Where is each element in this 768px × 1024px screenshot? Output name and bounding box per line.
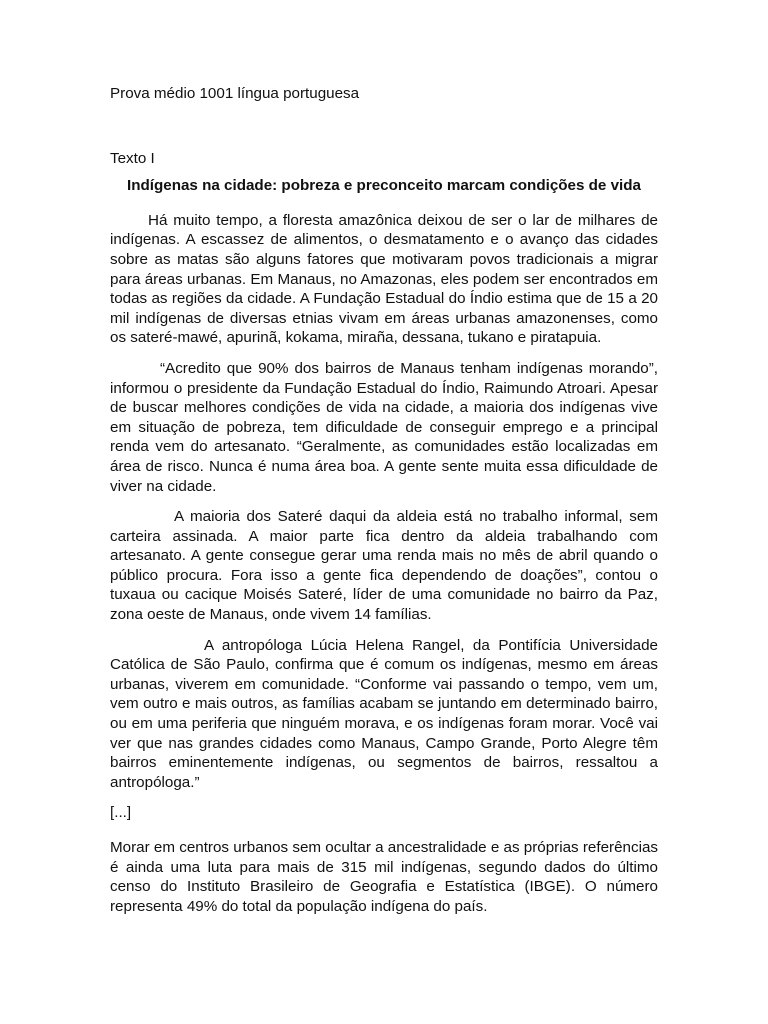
spacer xyxy=(110,104,658,149)
section-label: Texto I xyxy=(110,149,155,167)
paragraph-1: Há muito tempo, a floresta amazônica deixou de ser o lar de milhares de indígenas. A escassez de alimentos, o desmatamento e o avanço das cidades sobre as matas são alguns fatores que motivaram povos tradicionais a migrar para áreas urbanas. Em Manaus, no Amazonas, eles podem ser encontrados em todas as regiões da cidade. A Fundação Estadual do Índio estima que de 15 a 20 mil indígenas de diversas etnias vivam em áreas urbanas amazonenses, como os sateré-mawé, apurinã, kokama, miraña, dessana, tukano e piratapuia. xyxy=(110,211,658,347)
paragraph-5: Morar em centros urbanos sem ocultar a ancestralidade e as próprias referências é ainda uma luta para mais de 315 mil indígenas, segundo dados do último censo do Instituto Brasileiro de Geografia e Estatística (IBGE). O número representa 49% do total da população indígena do país. xyxy=(110,839,658,915)
paragraph-3: A maioria dos Sateré daqui da aldeia está no trabalho informal, sem carteira assinada. A maior parte fica dentro da aldeia trabalhando com artesanato. A gente consegue gerar uma renda mais no mês de abril quando o público procura. Fora isso a gente fica dependendo de doações”, contou o tuxaua ou cacique Moisés Sateré, líder de uma comunidade no bairro da Paz, zona oeste de Manaus, onde vivem 14 famílias. xyxy=(110,508,658,624)
paragraph-4: A antropóloga Lúcia Helena Rangel, da Pontifícia Universidade Católica de São Paulo, confirma que é comum os indígenas, mesmo em áreas urbanas, viverem em comunidade. “Conforme vai passando o tempo, vem um, vem outro e mais outros, as famílias acabam se juntando em determinado bairro, ou em uma periferia que ninguém morava, e os indígenas foram morar. Você vai ver que nas grandes cidades como Manaus, Campo Grande, Porto Alegre têm bairros eminentemente indígenas, ou segmentos de bairros, ressaltou a antropóloga.” xyxy=(110,636,658,791)
article-title: Indígenas na cidade: pobreza e preconceito marcam condições de vida xyxy=(126,177,641,195)
exam-header: Prova médio 1001 língua portuguesa xyxy=(110,85,360,102)
document-page xyxy=(110,84,658,927)
paragraph-2: “Acredito que 90% dos bairros de Manaus tenham indígenas morando”, informou o presidente da Fundação Estadual do Índio, Raimundo Atroari. Apesar de buscar melhores condições de vida na cidade, a maioria dos indígenas vive em situação de pobreza, tem dificuldade de conseguir emprego e a principal renda vem do artesanato. “Geralmente, as comunidades estão localizadas em área de risco. Nunca é numa área boa. A gente sente muita essa dificuldade de viver na cidade. xyxy=(110,359,658,495)
omission-marker: [...] xyxy=(110,804,132,822)
